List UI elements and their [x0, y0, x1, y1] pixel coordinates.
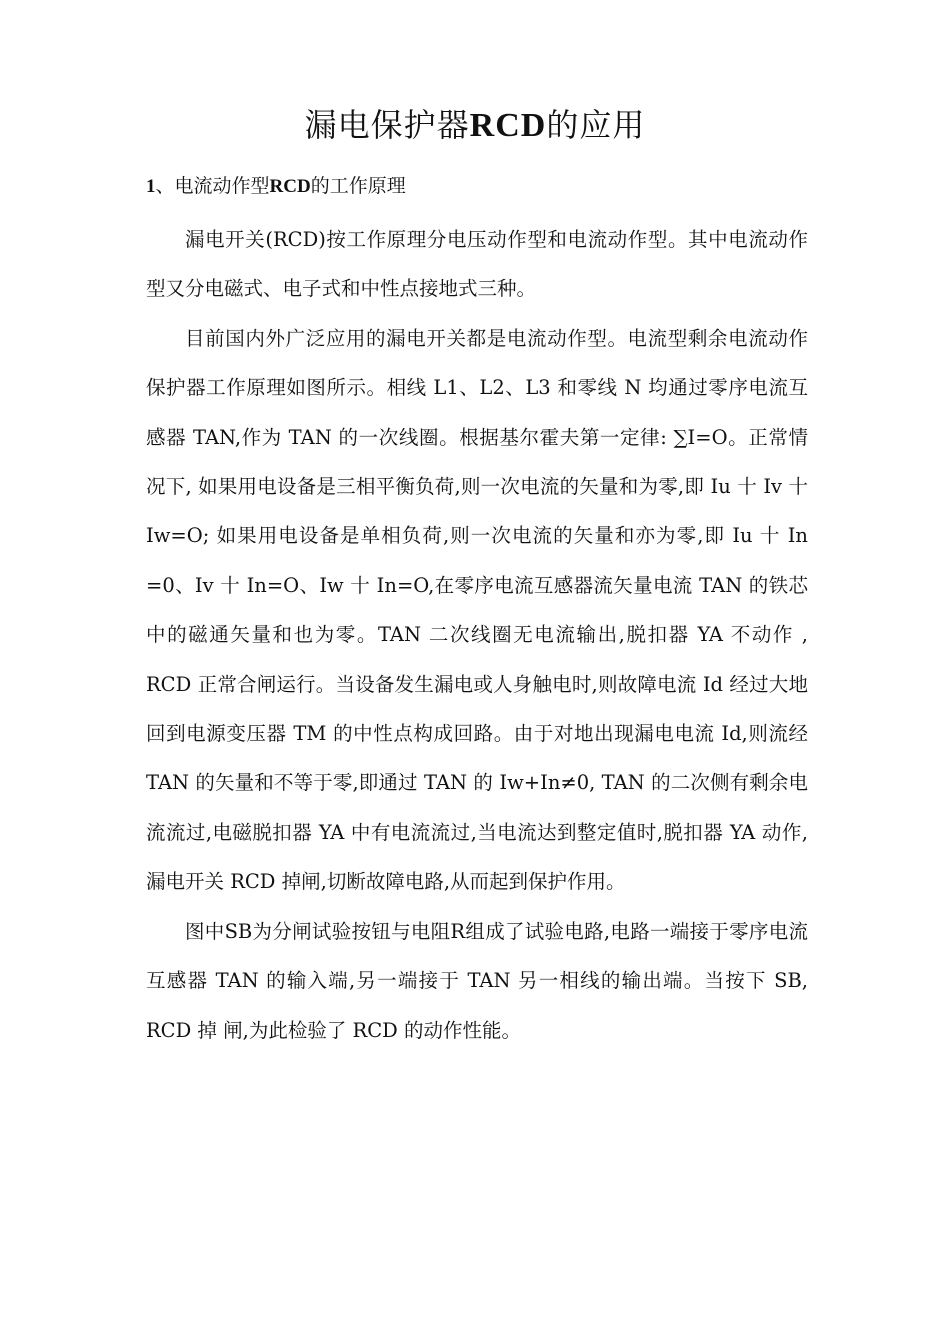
- paragraph: 图中SB为分闸试验按钮与电阻R组成了试验电路,电路一端接于零序电流互感器 TAN 的输入端,另一端接于 TAN 另一相线的输出端。当按下 SB, RCD 掉 闸,为此检验了 RCD 的动作性能。: [146, 919, 808, 1042]
- title-bold: RCD: [469, 107, 547, 144]
- section-number: 1: [146, 176, 156, 197]
- paragraph: 目前国内外广泛应用的漏电开关都是电流动作型。电流型剩余电流动作保护器工作原理如图所示。相线 L1、L2、L3 和零线 N 均通过零序电流互感器 TAN,作为 TAN 的一次线圈。根据基尔霍夫第一定律: ∑I=O。正常情况下, 如果用电设备是三相平衡负荷,则一次电流的矢量和为零,即 Iu 十 Iv 十 Iw=O; 如果用电设备是单相负荷,则一次电流的矢量和亦为零,即 Iu 十 In =0、Iv 十 In=O、Iw 十 In=O,在零序电流互感器流矢量电流 TAN 的铁芯中的磁通矢量和也为零。TAN 二次线圈无电流输出,脱扣器 YA 不动作 , RCD 正常合闸运行。当设备发生漏电或人身触电时,则故障电流 Id 经过大地回到电源变压器 TM 的中性点构成回路。由于对地出现漏电电流 Id,则流经 TAN 的矢量和不等于零,即通过 TAN 的 Iw+In≠0, TAN 的二次侧有剩余电流流过,电磁脱扣器 YA 中有电流流过,当电流达到整定值时,脱扣器 YA 动作,漏电开关 RCD 掉闸,切断故障电路,从而起到保护作用。: [146, 326, 808, 894]
- paragraph: 漏电开关(RCD)按工作原理分电压动作型和电流动作型。其中电流动作型又分电磁式、电子式和中性点接地式三种。: [146, 228, 808, 301]
- section-title-prefix: 、电流动作型: [155, 175, 270, 197]
- section-title-suffix: 的工作原理: [310, 175, 406, 197]
- title-prefix: 漏电保护器: [304, 106, 470, 144]
- document-body: [146, 215, 808, 1055]
- document-title: [0, 98, 950, 153]
- section-heading: [146, 166, 406, 207]
- section-title-bold: RCD: [269, 176, 311, 197]
- title-suffix: 的应用: [546, 106, 646, 144]
